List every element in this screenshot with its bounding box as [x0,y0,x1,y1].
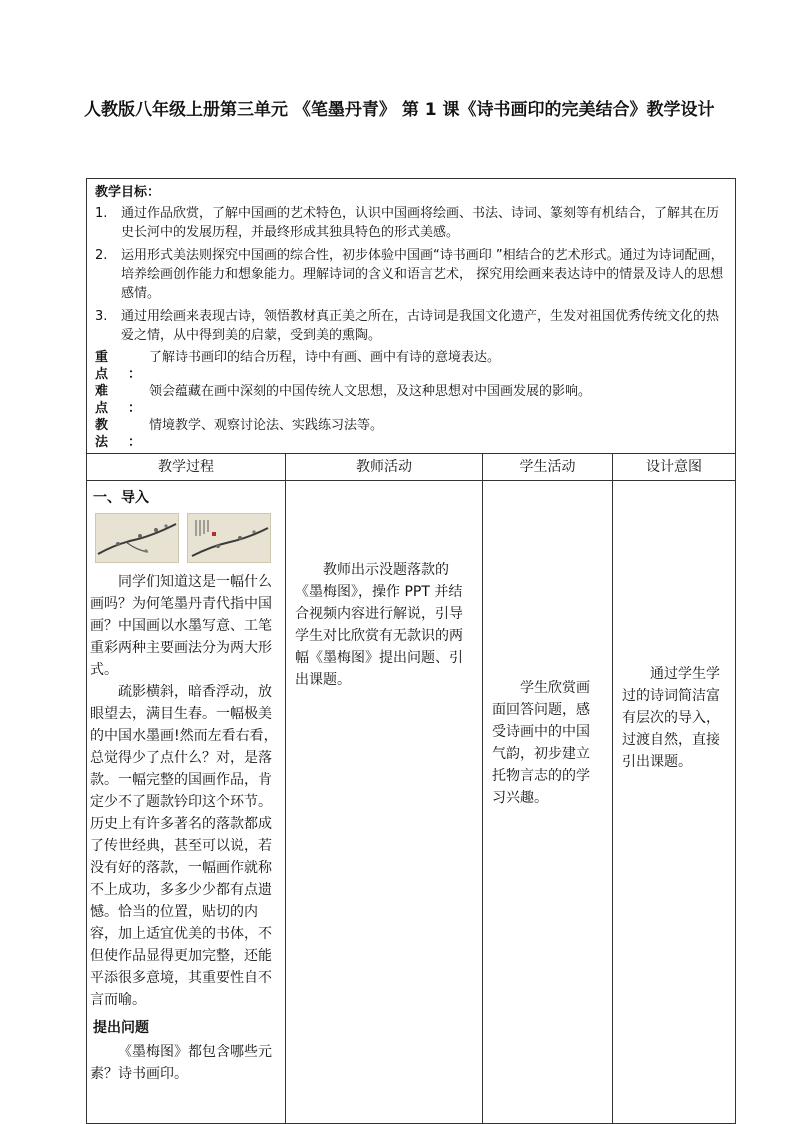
document-title: 人教版八年级上册第三单元 《笔墨丹青》 第 1 课《诗书画印的完美结合》教学设计 [84,100,715,120]
goals-heading: 教学目标： [95,185,161,200]
header-student: 学生活动 [483,454,613,480]
hard-text: 领会蕴藏在画中深刻的中国传统人文思想，及这种思想对中国画发展的影响。 [149,384,592,399]
student-cell [483,481,613,1123]
key-text: 了解诗书画印的结合历程，诗中有画、画中有诗的意境表达。 [149,350,501,365]
design-intent-text: 通过学生学过的诗词简洁富有层次的导入，过渡自然，直接引出课题。 [622,666,720,770]
goal-text: 运用形式美法则探究中国画的综合性，初步体验中国画“诗书画印 ”相结合的艺术形式。通过为诗词配画，培养绘画创作能力和想象能力。理解诗词的含义和语言艺术， 探究用绘画来表达诗中的情景及诗人的思想感情。 [121,248,724,301]
goal-text: 通过作品欣赏，了解中国画的艺术特色，认识中国画将绘画、书法、诗词、篆刻等有机结合，了解其在历史长河中的发展历程，并最终形成其独具特色的形式美感。 [121,206,720,240]
sub-heading: 提出问题 [93,1020,149,1036]
difficult-point [95,383,727,417]
student-activity-text: 学生欣赏画面回答问题，感受诗画中的中国气韵，初步建立托物言志的的学习兴趣。 [492,680,590,806]
header-process: 教学过程 [87,454,286,480]
process-paragraph: 《墨梅图》都包含哪些元素？诗书画印。 [90,1044,272,1082]
process-cell [87,481,286,1123]
key-label: 重点： [95,350,162,382]
teaching-goals [87,179,735,453]
goal-number: 2. [95,248,108,263]
teacher-activity-text: 教师出示没题落款的《墨梅图》，操作 PPT 并结合视频内容进行解说，引导学生对比欣赏有无款识的两幅《墨梅图》提出问题、引出课题。 [295,562,463,688]
teaching-method [95,417,727,451]
goal-number: 3. [95,309,108,324]
intent-cell [613,481,735,1123]
key-point [95,349,727,383]
method-label: 教法： [95,418,162,450]
process-paragraph: 疏影横斜，暗香浮动，放眼望去，满目生春。一幅极美的中国水墨画!然而左看右看，总觉得少了点什么？对，是落款。一幅完整的国画作品，肯定少不了题款钤印这个环节。历史上有许多著名的落款都成了传世经典，甚至可以说，若没有好的落款，一幅画作就称不上成功，多多少少都有点遗憾。恰当的位置，贴切的内容，加上适宜优美的书体，不但使作品显得更加完整，还能平添很多意境，其重要性自不言而喻。 [90,684,278,1008]
body-row [87,480,735,1123]
header-intent: 设计意图 [646,459,702,475]
goal-item [95,204,727,242]
method-text: 情境教学、观察讨论法、实践练习法等。 [149,418,384,433]
painting-images [87,511,285,571]
goal-number: 1. [95,206,108,221]
lesson-plan-table [86,178,736,1124]
plum-blossom-painting-icon [95,513,179,563]
teacher-cell [286,481,483,1123]
goal-text: 通过用绘画来表现古诗，领悟教材真正美之所在，古诗词是我国文化遗产，生发对祖国优秀传统文化的热爱之情，从中得到美的启蒙，受到美的熏陶。 [121,309,720,343]
goal-item [95,246,727,303]
hard-label: 难点： [95,384,162,416]
process-paragraph: 同学们知道这是一幅什么画吗？为何笔墨丹青代指中国画？中国画以水墨写意、工笔重彩两种主要画法分为两大形式。 [90,574,272,678]
goal-item [95,307,727,345]
inscribed-plum-painting-icon [187,513,271,563]
column-header-row [87,453,735,480]
section-heading: 一、导入 [93,490,149,506]
header-teacher: 教师活动 [286,454,483,480]
